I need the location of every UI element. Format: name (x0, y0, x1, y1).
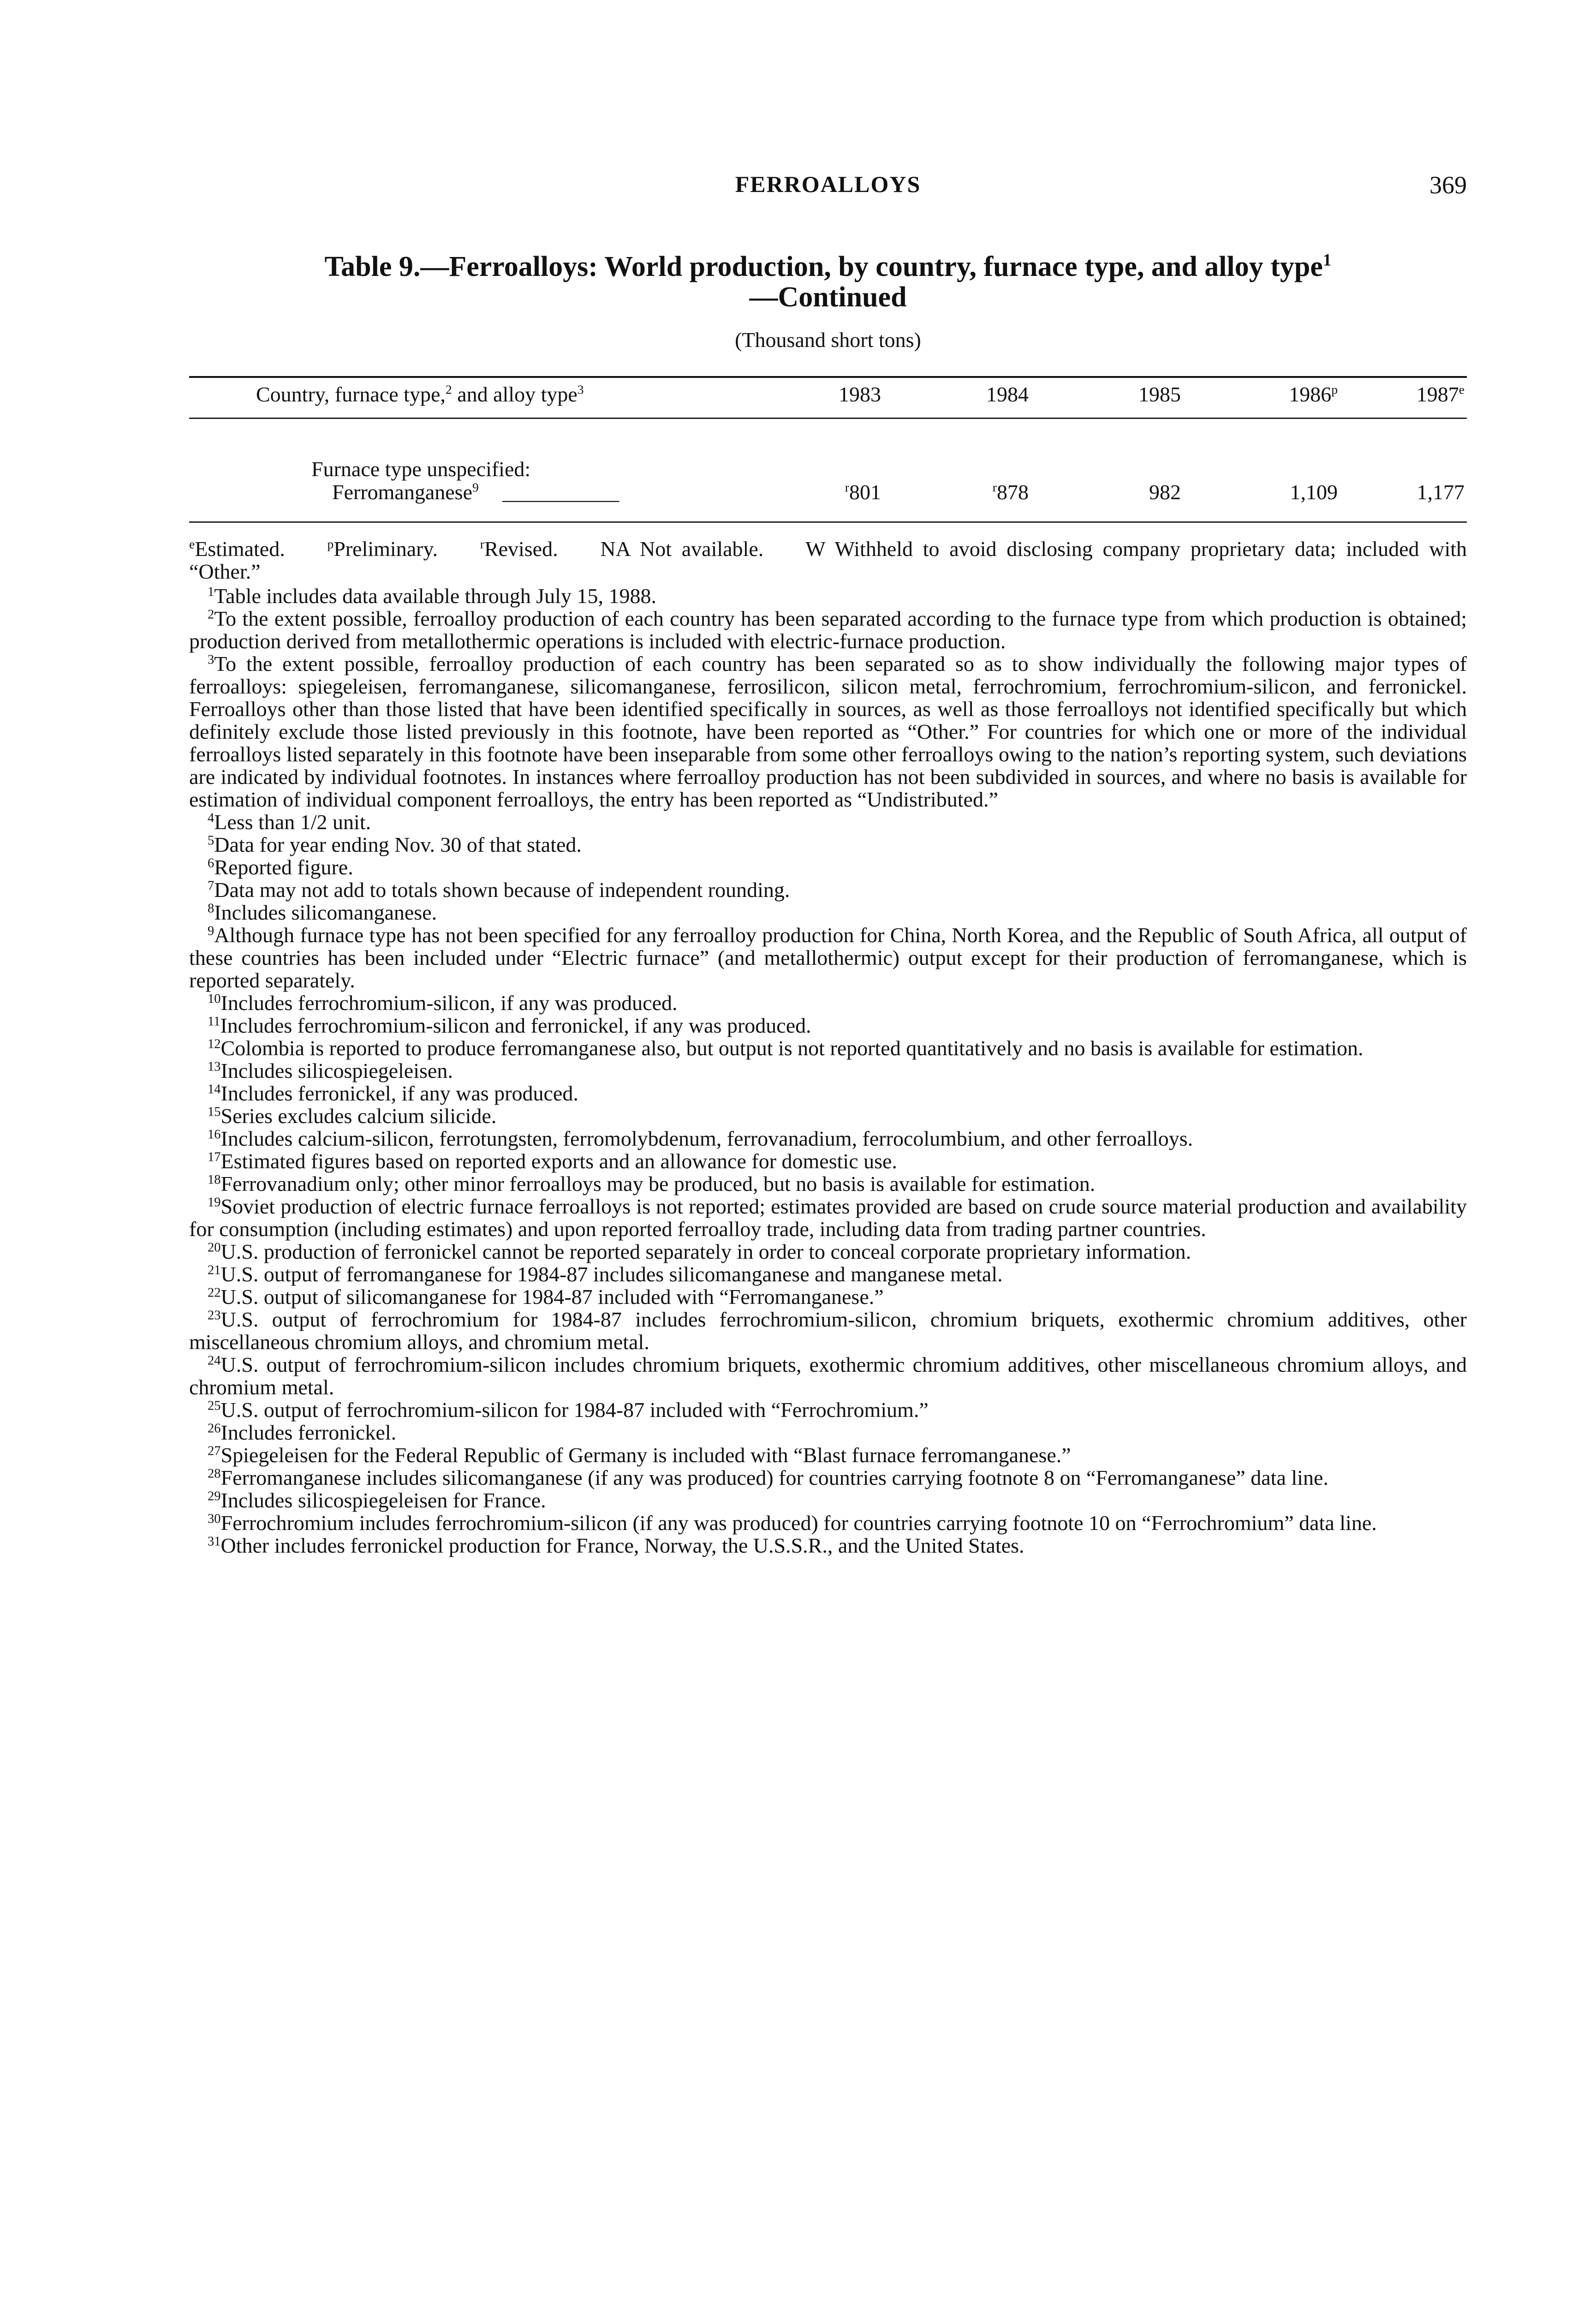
footnote-text: U.S. output of ferromanganese for 1984-87 includes silicomanganese and manganese metal. (220, 1262, 1003, 1286)
footnote-mark: 28 (208, 1466, 221, 1481)
table-title-line2: —Continued (749, 281, 907, 313)
footnote-text: Includes silicospiegeleisen. (220, 1059, 453, 1082)
footnote-mark: 1 (208, 585, 214, 599)
footnote-mark: 17 (208, 1150, 221, 1165)
footnote-mark: 7 (208, 879, 214, 893)
cell-1985: 982 (1149, 480, 1181, 504)
footnote-text: To the extent possible, ferroalloy production of each country has been separated so as to show individually the following major types of ferroalloys: spiegeleisen, ferromanganese, silicomanganese, ferrosilicon, silicon metal, ferrochromium, ferrochromium-silicon, and ferronickel. Ferroalloys other than those listed that have been identified specifically in sources, as well as those ferroalloys not identified specifically but which definitely exclude those listed previously in this footnote, have been reported as “Other.” For countries for which one or more of the individual ferroalloys listed separately in this footnote have been inseparable from some other ferroalloys owing to the nation’s reporting system, such deviations are indicated by individual footnotes. In instances where ferroalloy production has not been subdivided in sources, and where no basis is available for estimation of individual component ferroalloys, the entry has been reported as “Undistributed.” (189, 652, 1467, 811)
footnote-10 (189, 992, 1467, 1014)
footnote-text: Ferrochromium includes ferrochromium-silicon (if any was produced) for countries carrying footnote 10 on “Ferrochromium” data line. (220, 1511, 1377, 1535)
footnote-text: U.S. output of ferrochromium-silicon includes chromium briquets, exothermic chromium additives, other miscellaneous chromium alloys, and chromium metal. (189, 1353, 1467, 1399)
cell-1987: 1,177 (1417, 480, 1465, 504)
table-units: (Thousand short tons) (735, 328, 921, 352)
footnote-text: Reported figure. (214, 855, 353, 879)
footnote-mark: 23 (208, 1308, 221, 1323)
footnote-5 (189, 833, 1467, 856)
column-header-1986: 1986$^p$ (1289, 382, 1338, 406)
footnote-17 (189, 1150, 1467, 1172)
footnote-list (189, 585, 1467, 1557)
footnote-21 (189, 1263, 1467, 1285)
section-title: FERROALLOYS (735, 171, 921, 197)
footnote-9 (189, 924, 1467, 992)
footnote-20 (189, 1240, 1467, 1263)
footnote-mark: 31 (208, 1534, 221, 1549)
footnote-26 (189, 1421, 1467, 1444)
footnote-mark: 20 (208, 1240, 221, 1255)
footnote-mark: 30 (208, 1512, 221, 1526)
footnote-text: Less than 1/2 unit. (214, 810, 371, 834)
footnote-mark: 3 (208, 652, 214, 667)
footnote-mark: 10 (208, 992, 221, 1006)
column-header-1984: 1984 (986, 383, 1029, 406)
footnote-mark: 21 (208, 1263, 221, 1278)
footnote-12 (189, 1037, 1467, 1059)
table-title-line1: Table 9.—Ferroalloys: World production, by country, furnace type, and alloy type (324, 251, 1323, 282)
footnote-27 (189, 1444, 1467, 1466)
footnote-text: Estimated figures based on reported exports and an allowance for domestic use. (220, 1149, 897, 1173)
group-label: Furnace type unspecified: (311, 457, 531, 481)
cell-1983: $^r$801 (845, 480, 881, 504)
footnote-text: Includes ferrochromium-silicon, if any was produced. (220, 991, 678, 1015)
footnote-mark: 13 (208, 1059, 221, 1074)
footnote-mark: 4 (208, 811, 214, 825)
footnote-text: U.S. production of ferronickel cannot be reported separately in order to conceal corporate proprietary information. (220, 1240, 1191, 1263)
footnote-text: Includes calcium-silicon, ferrotungsten, ferromolybdenum, ferrovanadium, ferrocolumbium, and other ferroalloys. (220, 1127, 1193, 1150)
footnote-6 (189, 856, 1467, 879)
footnote-text: Series excludes calcium silicide. (220, 1104, 497, 1128)
footnote-7 (189, 879, 1467, 901)
column-header-label: Country, furnace type,$^2$ and alloy type$^3$ (256, 382, 584, 406)
footnote-31 (189, 1534, 1467, 1557)
footnote-text: To the extent possible, ferroalloy production of each country has been separated according to the furnace type from which production is obtained; production derived from metallothermic operations is included with electric-furnace production. (189, 607, 1467, 653)
footnote-text: Includes ferronickel, if any was produced. (220, 1082, 578, 1105)
footnote-16 (189, 1127, 1467, 1150)
footnote-text: Includes silicomanganese. (214, 901, 437, 924)
footnote-23 (189, 1308, 1467, 1353)
footnote-text: Although furnace type has not been specified for any ferroalloy production for China, North Korea, and the Republic of South Africa, all output of these countries has been included under “Electric furnace” (and metallothermic) output except for their production of ferromanganese, which is reported separately. (189, 923, 1467, 992)
footnote-mark: 29 (208, 1489, 221, 1504)
page-number: 369 (1429, 171, 1467, 199)
footnote-19 (189, 1195, 1467, 1240)
column-header-1983: 1983 (839, 383, 881, 406)
table-bottom-rule (189, 521, 1467, 523)
footnote-24 (189, 1353, 1467, 1399)
footnote-3 (189, 652, 1467, 811)
footnote-22 (189, 1285, 1467, 1308)
footnote-text: Ferrovanadium only; other minor ferroalloys may be produced, but no basis is available for estimation. (220, 1172, 1096, 1195)
table-header-rule (189, 418, 1467, 419)
document-page (189, 0, 1467, 2307)
footnote-14 (189, 1082, 1467, 1105)
footnote-mark: 16 (208, 1127, 221, 1142)
footnote-mark: 12 (208, 1037, 221, 1052)
footnote-13 (189, 1059, 1467, 1082)
footnote-mark: 25 (208, 1399, 221, 1413)
footnote-25 (189, 1399, 1467, 1421)
footnote-legend: $^e$Estimated. $^p$Preliminary. $^r$Revised. NA Not available. W Withheld to avoid disclosing company proprietary data; included with “Other.” (189, 537, 1467, 583)
footnote-4 (189, 811, 1467, 833)
footnote-text: Data may not add to totals shown because of independent rounding. (214, 878, 790, 902)
footnote-1 (189, 585, 1467, 607)
footnote-text: Table includes data available through July 15, 1988. (214, 584, 656, 608)
footnote-text: Colombia is reported to produce ferromanganese also, but output is not reported quantitatively and no basis is available for estimation. (220, 1036, 1364, 1060)
footnote-mark: 6 (208, 856, 214, 871)
footnote-text: Ferromanganese includes silicomanganese (if any was produced) for countries carrying footnote 8 on “Ferromanganese” data line. (220, 1466, 1328, 1489)
cell-1984: $^r$878 (992, 480, 1029, 504)
footnote-mark: 2 (208, 607, 214, 622)
footnote-text: Includes ferronickel. (220, 1421, 397, 1444)
column-header-1985: 1985 (1138, 383, 1181, 406)
footnote-text: Includes ferrochromium-silicon and ferronickel, if any was produced. (220, 1014, 811, 1037)
footnote-mark: 15 (208, 1105, 221, 1119)
footnote-text: Includes silicospiegeleisen for France. (220, 1488, 546, 1512)
footnote-11 (189, 1014, 1467, 1037)
column-header-1987: 1987e (1416, 382, 1465, 406)
footnote-text: Spiegeleisen for the Federal Republic of Germany is included with “Blast furnace ferromanganese.” (220, 1443, 1071, 1467)
footnote-2 (189, 607, 1467, 652)
footnote-mark: 19 (208, 1195, 221, 1210)
footnote-mark: 18 (208, 1172, 221, 1187)
footnote-mark: 27 (208, 1444, 221, 1458)
footnote-30 (189, 1512, 1467, 1534)
footnote-text: U.S. output of ferrochromium-silicon for 1984-87 included with “Ferrochromium.” (220, 1398, 929, 1422)
footnotes (189, 538, 1467, 1557)
footnote-mark: 22 (208, 1285, 221, 1300)
footnote-mark: 14 (208, 1082, 221, 1097)
footnote-mark: 9 (208, 924, 214, 938)
footnote-mark: 24 (208, 1353, 221, 1368)
footnote-text: U.S. output of ferrochromium for 1984-87 includes ferrochromium-silicon, chromium briquets, exothermic chromium additives, other miscellaneous chromium alloys, and chromium metal. (189, 1308, 1467, 1354)
footnote-8 (189, 901, 1467, 924)
footnote-mark: 5 (208, 833, 214, 848)
table-top-rule (189, 376, 1467, 378)
running-head (189, 171, 1467, 203)
table-title-footnote-mark: 1 (1322, 251, 1332, 270)
footnote-mark: 26 (208, 1421, 221, 1436)
footnote-18 (189, 1172, 1467, 1195)
table-row-label: Ferromanganese$^9$ ___________ (332, 480, 619, 504)
cell-1986: 1,109 (1290, 480, 1338, 504)
footnote-text: Other includes ferronickel production for France, Norway, the U.S.S.R., and the United States. (220, 1534, 1024, 1557)
footnote-15 (189, 1105, 1467, 1127)
footnote-28 (189, 1466, 1467, 1489)
footnote-mark: 11 (208, 1014, 220, 1029)
footnote-text: U.S. output of silicomanganese for 1984-87 included with “Ferromanganese.” (220, 1285, 884, 1309)
footnote-text: Soviet production of electric furnace ferroalloys is not reported; estimates provided are based on crude source material production and availability for consumption (including estimates) and upon reported ferroalloy trade, including data from trading partner countries. (189, 1195, 1467, 1241)
footnote-mark: 8 (208, 901, 214, 916)
table-title (189, 251, 1467, 312)
footnote-text: Data for year ending Nov. 30 of that stated. (214, 833, 582, 856)
footnote-29 (189, 1489, 1467, 1512)
